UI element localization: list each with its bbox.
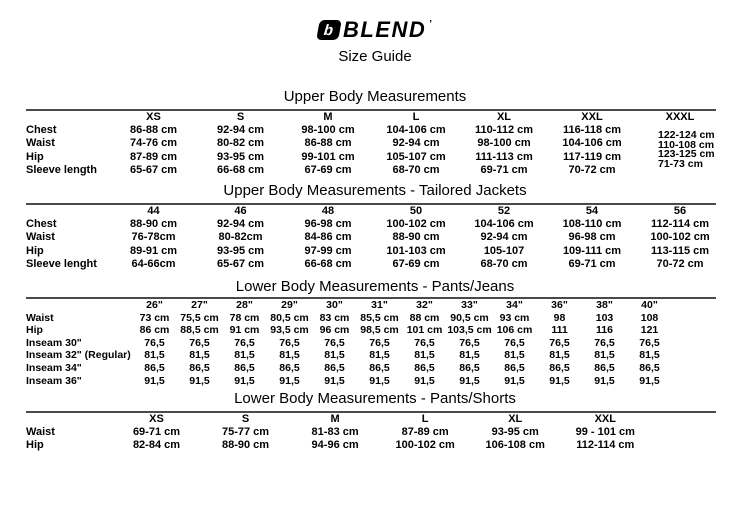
cell: 91,5 <box>324 374 345 387</box>
cell: 104-106 cm <box>474 218 534 231</box>
cell: 81,5 <box>639 349 660 362</box>
cell: 81,5 <box>504 349 525 362</box>
cell: 76,5 <box>549 336 570 349</box>
cell: 81,5 <box>594 349 615 362</box>
cell: 111 <box>551 324 568 337</box>
cell: 93-95 cm <box>216 244 265 257</box>
cell: 86,5 <box>279 362 300 375</box>
empty-cell <box>672 337 720 350</box>
cell: 76,5 <box>459 336 480 349</box>
column-header: 33" <box>461 299 478 312</box>
brand-logo-text: BLEND <box>342 17 427 42</box>
cell: 68-70 cm <box>392 163 440 176</box>
cell: 81,5 <box>234 349 255 362</box>
section-pants-jeans <box>0 278 750 387</box>
cell: 70-72 cm <box>568 163 616 176</box>
cell: 76-78cm <box>131 231 176 244</box>
cell: 87-89 cm <box>129 150 178 163</box>
cell: 98,5 cm <box>360 324 399 337</box>
row-label-column-header <box>26 299 132 312</box>
cell: 87-89 cm <box>401 426 449 439</box>
cell: 100-102 cm <box>650 231 710 244</box>
row-label: Hip <box>26 439 44 452</box>
section-tailored-jackets <box>0 182 750 271</box>
column-header: XL <box>508 413 523 426</box>
cell: 88-90 cm <box>129 218 178 231</box>
column-header: 44 <box>147 205 160 218</box>
cell: 100-102 cm <box>386 218 446 231</box>
table-row <box>26 324 720 337</box>
table-row <box>26 164 724 177</box>
section-pants-shorts <box>0 390 750 453</box>
brand-header <box>0 17 750 42</box>
row-label-column-header <box>26 413 112 426</box>
cell: 91,5 <box>594 374 615 387</box>
table-row <box>26 349 720 362</box>
empty-cell <box>650 439 720 452</box>
cell: 103,5 cm <box>447 324 492 337</box>
cell: 94-96 cm <box>311 439 359 452</box>
cell: 91,5 <box>639 374 660 387</box>
cell: 76,5 <box>594 336 615 349</box>
row-label-column-header <box>26 205 110 218</box>
row-label: Waist <box>26 137 55 150</box>
cell: 81,5 <box>324 349 345 362</box>
row-label: Sleeve lenght <box>26 257 97 270</box>
cell: 88-90 cm <box>392 231 440 244</box>
cell: 64-66cm <box>131 257 176 270</box>
row-label: Inseam 36" <box>26 374 82 387</box>
header-row <box>26 205 724 218</box>
cell: 91 cm <box>229 324 260 337</box>
cell: 121 <box>640 324 659 337</box>
cell: 101 cm <box>406 324 443 337</box>
cell: 81,5 <box>189 349 210 362</box>
cell: 70-72 cm <box>656 257 704 270</box>
cell: 108 <box>640 311 659 324</box>
cell: 81,5 <box>414 349 435 362</box>
tailored-jackets-table <box>26 205 724 271</box>
cell: 113-115 cm <box>650 244 710 257</box>
cell: 93 cm <box>499 311 530 324</box>
cell: 78 cm <box>229 311 260 324</box>
cell: 122-124 cm <box>658 129 715 141</box>
row-label: Hip <box>26 324 43 337</box>
column-header: S <box>241 413 250 426</box>
cell: 80-82 cm <box>216 137 265 150</box>
table-row <box>26 312 720 325</box>
cell: 86,5 <box>189 362 210 375</box>
cell: 91,5 <box>234 374 255 387</box>
cell: 99 - 101 cm <box>575 426 635 439</box>
cell: 112-114 cm <box>576 439 635 452</box>
column-header: 56 <box>673 205 687 218</box>
empty-cell <box>650 426 720 439</box>
pants-shorts-table <box>26 413 720 453</box>
row-label: Waist <box>26 311 54 324</box>
cell: 69-71 cm <box>568 257 616 270</box>
cell: 76,5 <box>279 336 300 349</box>
cell: 105-107 cm <box>386 150 446 163</box>
column-header: 36" <box>551 299 568 312</box>
cell: 104-106 cm <box>386 124 446 137</box>
cell: 76,5 <box>369 336 390 349</box>
table-row <box>26 439 720 452</box>
column-header: 30" <box>326 299 343 312</box>
table-row <box>26 231 724 244</box>
cell: 88 cm <box>409 311 440 324</box>
row-label: Hip <box>26 150 44 163</box>
cell: 75,5 cm <box>180 311 219 324</box>
cell: 81,5 <box>549 349 570 362</box>
cell: 86-88 cm <box>129 124 178 137</box>
table-title: Upper Body Measurements <box>283 88 467 105</box>
column-header: 34" <box>506 299 523 312</box>
cell: 106 cm <box>496 324 533 337</box>
cell: 98-100 cm <box>301 124 355 137</box>
cell: 91,5 <box>144 374 165 387</box>
table-row <box>26 137 724 150</box>
column-header: 54 <box>585 205 599 218</box>
column-header: 40" <box>641 299 658 312</box>
column-header: 52 <box>497 205 511 218</box>
cell: 108-110 cm <box>562 218 622 231</box>
cell: 74-76 cm <box>129 137 178 150</box>
cell: 93-95 cm <box>216 150 265 163</box>
cell: 76,5 <box>189 336 210 349</box>
column-header: XXL <box>581 111 603 124</box>
cell: 66-68 cm <box>216 163 265 176</box>
header-row <box>26 413 720 426</box>
cell: 71-73 cm <box>658 157 703 170</box>
cell: 92-94 cm <box>216 124 265 137</box>
blend-logo-icon <box>316 20 342 40</box>
row-label: Chest <box>26 124 57 137</box>
cell: 98 <box>553 311 566 324</box>
column-header: 38" <box>596 299 613 312</box>
column-header: 28" <box>236 299 253 312</box>
table-row <box>26 337 720 350</box>
cell: 123-125 cm <box>658 148 715 161</box>
table-row <box>26 258 724 271</box>
column-header: S <box>236 111 245 124</box>
cell: 68-70 cm <box>480 257 528 270</box>
empty-cell <box>672 324 720 337</box>
cell: 69-71 cm <box>480 163 528 176</box>
cell: 66-68 cm <box>304 257 352 270</box>
cell: 117-119 cm <box>562 150 622 163</box>
table-row <box>26 218 724 231</box>
cell: 91,5 <box>189 374 210 387</box>
row-label: Waist <box>26 426 55 439</box>
column-header: 31" <box>371 299 388 312</box>
cell: 111-113 cm <box>475 150 533 163</box>
cell: 76,5 <box>504 336 525 349</box>
cell: 76,5 <box>324 336 345 349</box>
cell: 86,5 <box>639 362 660 375</box>
cell: 91,5 <box>504 374 525 387</box>
header-row <box>26 299 720 312</box>
cell: 73 cm <box>139 311 170 324</box>
empty-cell <box>672 349 720 362</box>
cell: 86,5 <box>234 362 255 375</box>
cell: 81,5 <box>369 349 390 362</box>
column-header: 50 <box>409 205 423 218</box>
row-label: Inseam 32" (Regular) <box>26 349 131 362</box>
row-label: Chest <box>26 218 57 231</box>
column-header: 32" <box>416 299 433 312</box>
cell: 69-71 cm <box>132 426 181 439</box>
cell: 91,5 <box>414 374 435 387</box>
cell: 82-84 cm <box>132 439 181 452</box>
table-title: Lower Body Measurements - Pants/Shorts <box>234 390 516 407</box>
table-row <box>26 362 720 375</box>
cell: 86 cm <box>139 324 170 337</box>
cell: 88-90 cm <box>221 439 270 452</box>
row-label-column-header <box>26 111 110 124</box>
cell: 76,5 <box>639 336 660 349</box>
header-row <box>26 111 724 124</box>
cell: 104-106 cm <box>562 137 622 150</box>
cell: 86,5 <box>144 362 165 375</box>
cell: 96-98 cm <box>568 231 616 244</box>
column-header: M <box>323 111 333 124</box>
cell: 67-69 cm <box>392 257 440 270</box>
cell: 96 cm <box>319 324 350 337</box>
cell: 81,5 <box>144 349 165 362</box>
row-label: Inseam 34" <box>26 362 82 375</box>
cell: 91,5 <box>549 374 570 387</box>
cell: 80-82cm <box>218 231 263 244</box>
table-row <box>26 124 724 137</box>
cell: 67-69 cm <box>304 163 352 176</box>
column-header: 48 <box>321 205 335 218</box>
cell: 103 <box>595 311 614 324</box>
cell: 109-111 cm <box>562 244 622 257</box>
table-row <box>26 426 720 439</box>
cell: 92-94 cm <box>480 231 528 244</box>
cell: 110-112 cm <box>474 124 534 137</box>
cell: 99-101 cm <box>301 150 355 163</box>
cell: 65-67 cm <box>216 257 265 270</box>
section-upper-body <box>0 88 750 177</box>
cell: 88,5 cm <box>180 324 219 337</box>
logo-b-glyph: b <box>323 21 335 39</box>
cell: 81-83 cm <box>311 426 359 439</box>
table-row <box>26 245 724 258</box>
trademark-icon: ’ <box>429 19 433 30</box>
cell: 93-95 cm <box>491 426 539 439</box>
empty-cell <box>672 375 720 388</box>
cell: 84-86 cm <box>304 231 352 244</box>
cell: 105-107 <box>483 244 525 257</box>
cell: 85,5 cm <box>360 311 399 324</box>
cell: 86,5 <box>324 362 345 375</box>
cell: 91,5 <box>369 374 390 387</box>
page-title: Size Guide <box>338 48 412 65</box>
cell: 97-99 cm <box>304 244 352 257</box>
cell: 101-103 cm <box>386 244 446 257</box>
spacer <box>672 299 720 312</box>
cell: 81,5 <box>459 349 480 362</box>
cell: 86,5 <box>369 362 390 375</box>
cell: 91,5 <box>279 374 300 387</box>
cell: 92-94 cm <box>392 137 440 150</box>
column-header: XXL <box>594 413 616 426</box>
column-header: XL <box>496 111 512 124</box>
spacer <box>650 413 720 426</box>
table-title: Lower Body Measurements - Pants/Jeans <box>235 278 515 295</box>
column-header: 27" <box>191 299 208 312</box>
table-row <box>26 375 720 388</box>
cell: 91,5 <box>459 374 480 387</box>
cell: 90,5 cm <box>450 311 489 324</box>
cell: 76,5 <box>144 336 165 349</box>
cell: 106-108 cm <box>485 439 545 452</box>
cell: 92-94 cm <box>216 218 265 231</box>
column-header: 29" <box>281 299 298 312</box>
table-row <box>26 151 724 164</box>
cell: 86,5 <box>549 362 570 375</box>
row-label: Waist <box>26 231 55 244</box>
cell: 110-108 cm <box>658 138 715 151</box>
cell: 112-114 cm <box>650 218 710 231</box>
column-header: XS <box>149 413 164 426</box>
cell: 86,5 <box>414 362 435 375</box>
cell: 75-77 cm <box>221 426 270 439</box>
empty-cell <box>672 312 720 325</box>
cell: 86,5 <box>594 362 615 375</box>
cell: 93,5 cm <box>270 324 309 337</box>
cell: 100-102 cm <box>395 439 455 452</box>
column-header: M <box>330 413 340 426</box>
empty-cell <box>672 362 720 375</box>
cell: 76,5 <box>234 336 255 349</box>
cell: 86-88 cm <box>304 137 352 150</box>
row-label: Hip <box>26 244 44 257</box>
upper-body-table <box>26 111 724 177</box>
row-label: Sleeve length <box>26 163 97 176</box>
cell: 86,5 <box>504 362 525 375</box>
column-header: L <box>421 413 429 426</box>
column-header: XS <box>146 111 161 124</box>
cell: 98-100 cm <box>477 137 531 150</box>
cell: 116 <box>596 324 613 337</box>
column-header: XXXL <box>665 111 695 124</box>
table-title: Upper Body Measurements - Tailored Jackets <box>223 182 527 199</box>
xxxl-values-block <box>658 131 742 169</box>
column-header: 26" <box>146 299 163 312</box>
cell: 81,5 <box>279 349 300 362</box>
pants-jeans-table <box>26 299 720 387</box>
cell: 76,5 <box>414 336 435 349</box>
cell: 116-118 cm <box>562 124 622 137</box>
column-header: 46 <box>234 205 247 218</box>
cell: 83 cm <box>319 311 350 324</box>
cell: 80,5 cm <box>270 311 309 324</box>
cell: 65-67 cm <box>129 163 178 176</box>
cell: 96-98 cm <box>304 218 352 231</box>
row-label: Inseam 30" <box>26 336 82 349</box>
column-header: L <box>412 111 420 124</box>
cell: 89-91 cm <box>129 244 178 257</box>
cell: 86,5 <box>459 362 480 375</box>
